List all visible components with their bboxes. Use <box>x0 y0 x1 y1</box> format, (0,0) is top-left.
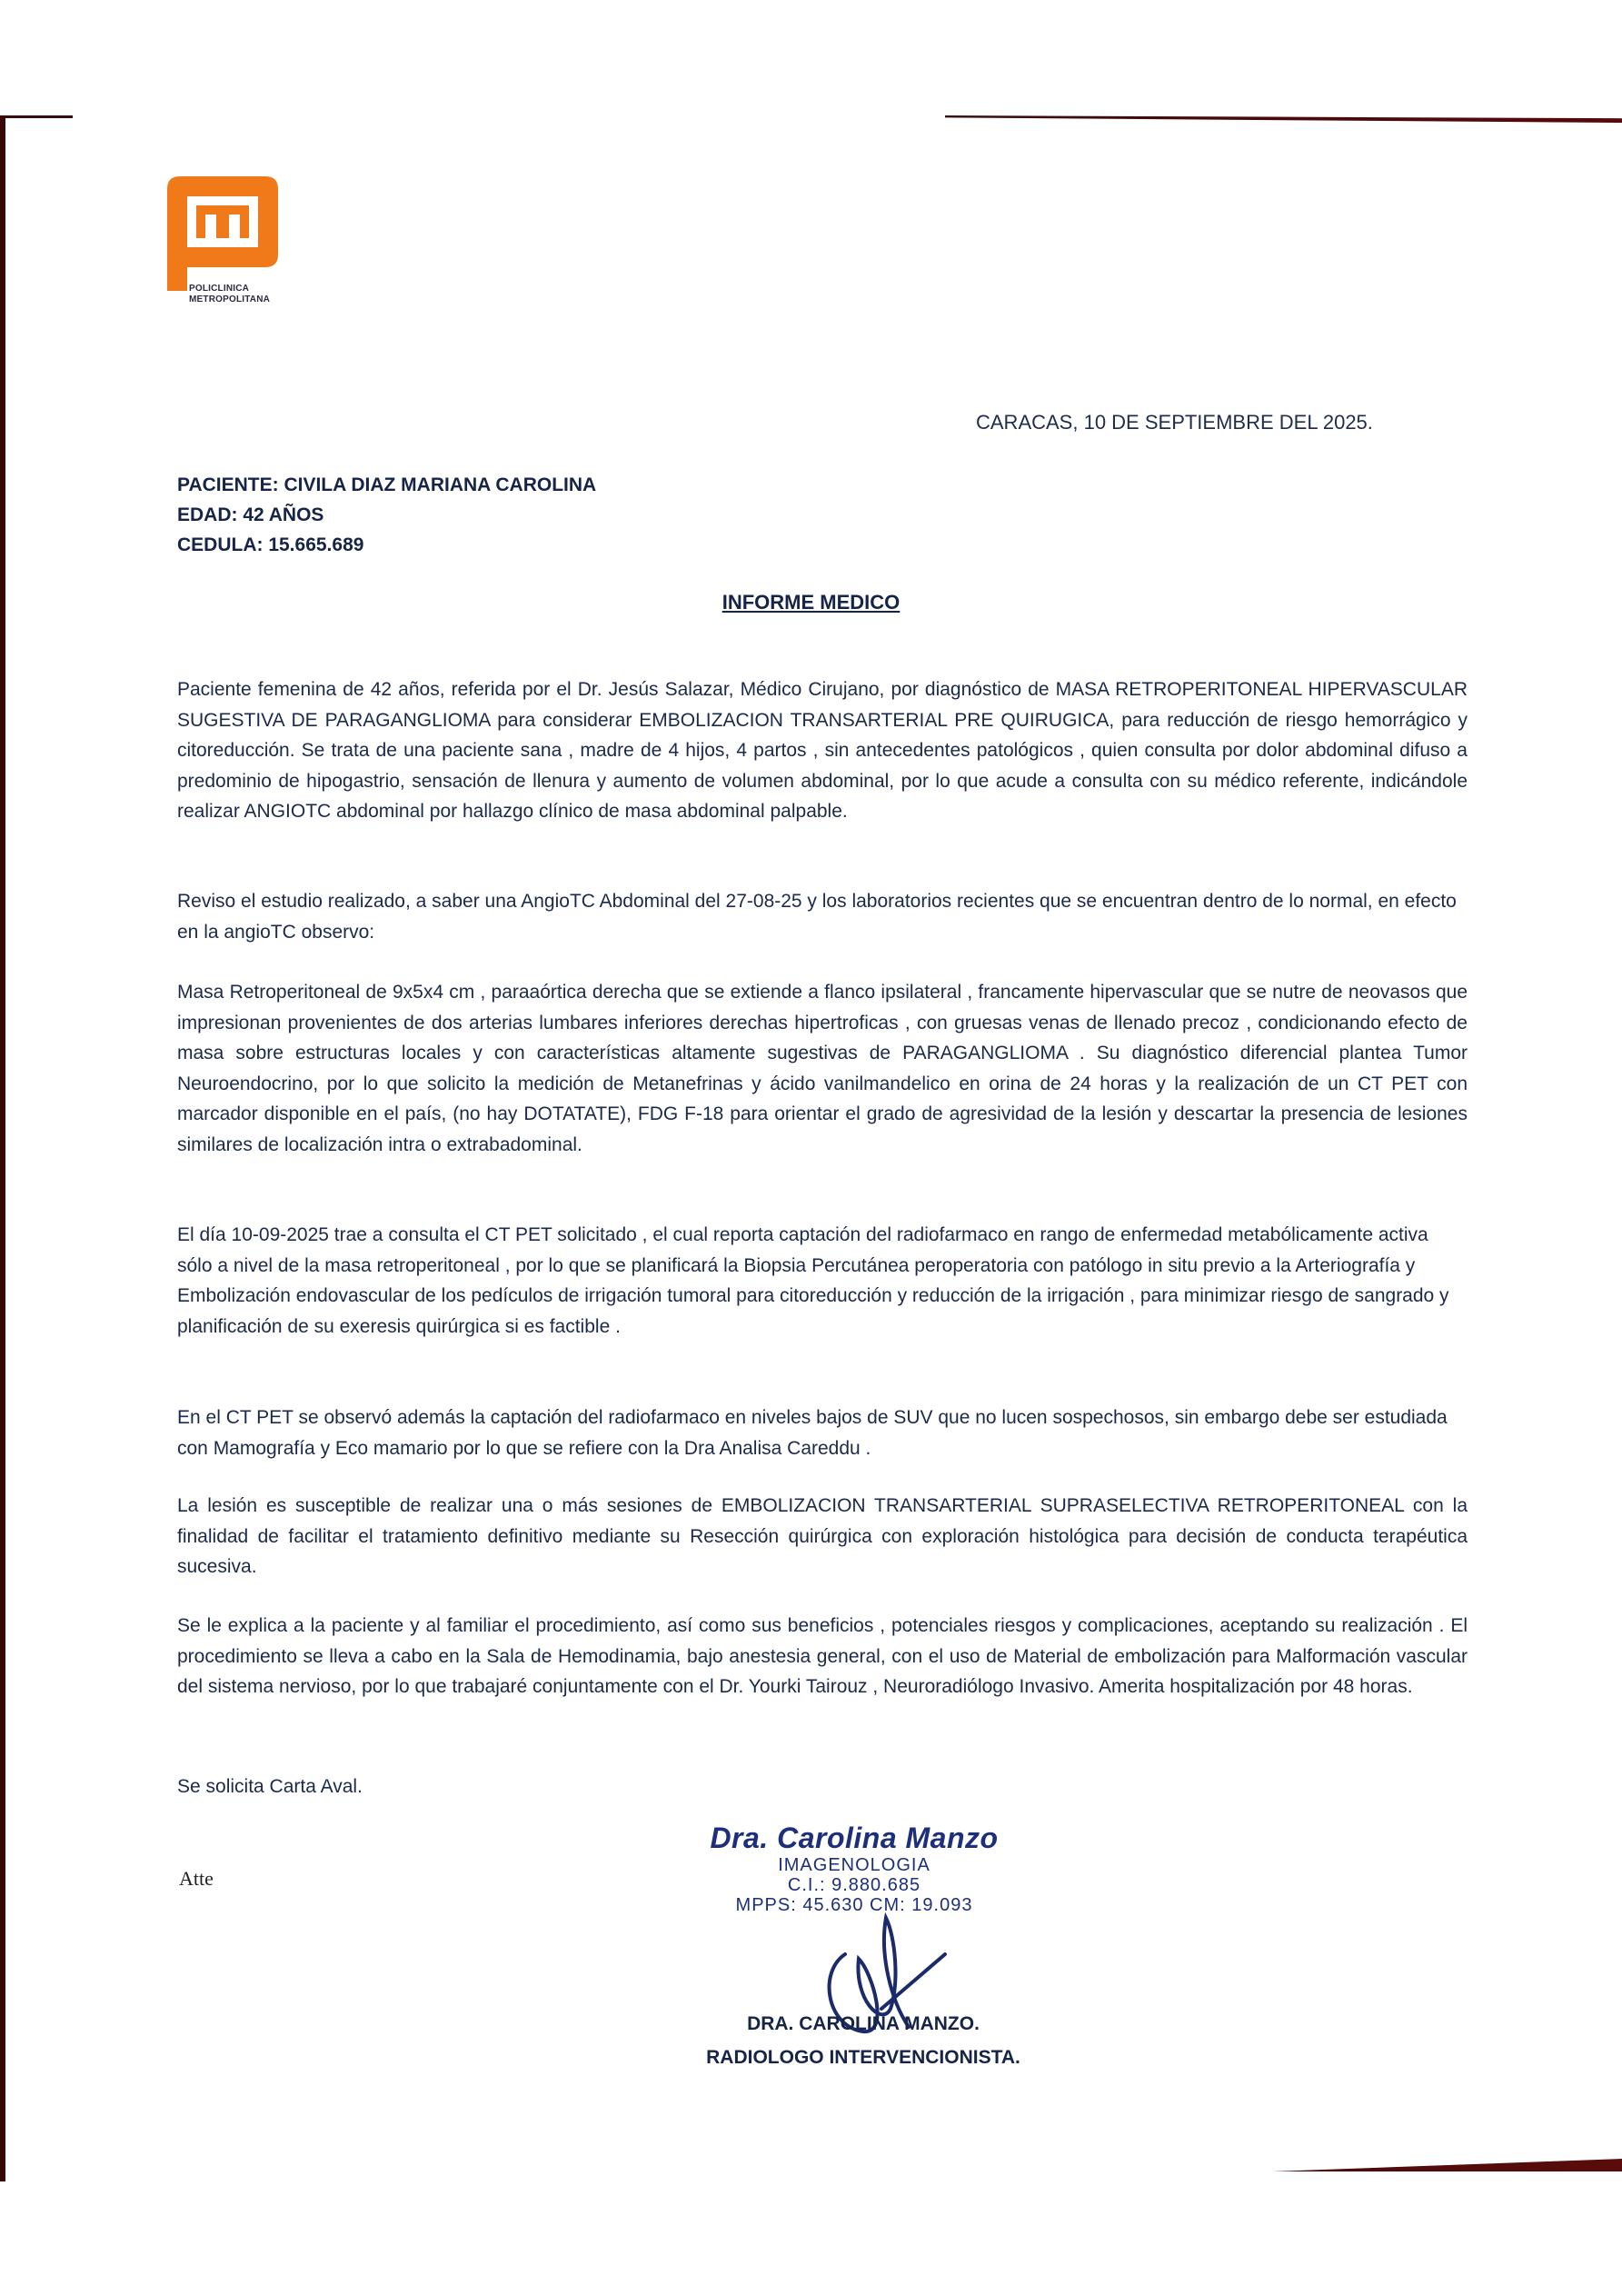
paragraph-study-review: Reviso el estudio realizado, a saber una AngioTC Abdominal del 27-08-25 y los laboratorios recientes que se encuentran dentro de lo normal, en efecto en la angioTC observo: <box>177 891 1457 943</box>
document-title-text: INFORME MEDICO <box>721 591 901 614</box>
scan-edge-bottom <box>1272 2159 1622 2171</box>
paragraph-ct-pet: El día 10-09-2025 trae a consulta el CT PET solicitado , el cual reporta captación del radiofarmaco en rango de enfermedad metabólicamente activa sólo a nivel de la masa retroperitoneal , por lo que se planificará la Biopsia Percutánea peroperatoria con patólogo in situ previo a la Arteriografía y Embolización endovascular de los pedículos de irrigación tumoral para citoreducción y reducción de la irrigación , para minimizar riesgo de sangrado y planificación de su exeresis quirúrgica si es factible . <box>177 1224 1449 1337</box>
patient-id: CEDULA: 15.665.689 <box>177 534 364 555</box>
document-title <box>0 591 1622 614</box>
clinic-name-line2: METROPOLITANA <box>189 294 271 304</box>
clinic-name <box>189 284 270 305</box>
scan-edge-top <box>0 115 1622 121</box>
signer-block <box>636 2007 1090 2074</box>
stamp-ci: C.I.: 9.880.685 <box>787 1875 921 1895</box>
stamp-registry: MPPS: 45.630 CM: 19.093 <box>735 1895 973 1915</box>
closing-request: Se solicita Carta Aval. <box>177 1776 363 1797</box>
signer-role: RADIOLOGO INTERVENCIONISTA. <box>706 2047 1020 2068</box>
patient-age: EDAD: 42 AÑOS <box>177 504 324 525</box>
stamp-specialty: IMAGENOLOGIA <box>778 1855 930 1875</box>
clinic-name-line1: POLICLINICA <box>189 284 250 294</box>
paragraph-findings: Masa Retroperitoneal de 9x5x4 cm , paraaórtica derecha que se extiende a flanco ipsilateral , francamente hipervascular que se nutre de neovasos que impresionan provenientes de dos arterias lumbares inferiores derechas hipertroficas , con gruesas venas de llenado precoz , condicionando efecto de masa sobre estructuras locales y con características altamente sugestivas de PARAGANGLIOMA . Su diagnóstico diferencial plantea Tumor Neuroendocrino, por lo que solicito la medición de Metanefrinas y ácido vanilmandelico en orina de 24 horas y la realización de un CT PET con marcador disponible en el país, (no hay DOTATATE), FDG F-18 para orientar el grado de agresividad de la lesión y descartar la presencia de lesiones similares de localización intra o extrabadominal. <box>177 982 1468 1155</box>
paragraph-history: Paciente femenina de 42 años, referida por el Dr. Jesús Salazar, Médico Cirujano, por diagnóstico de MASA RETROPERITONEAL HIPERVASCULAR SUGESTIVA DE PARAGANGLIOMA para considerar EMBOLIZACION TRANSARTERIAL PRE QUIRUGICA, para reducción de riesgo hemorrágico y citoreducción. Se trata de una paciente sana , madre de 4 hijos, 4 partos , sin antecedentes patológicos , quien consulta por dolor abdominal difuso a predominio de hipogastrio, sensación de llenura y aumento de volumen abdominal, por lo que acude a consulta con su médico referente, indicándole realizar ANGIOTC abdominal por hallazgo clínico de masa abdominal palpable. <box>177 679 1468 822</box>
document-date: CARACAS, 10 DE SEPTIEMBRE DEL 2025. <box>976 411 1373 434</box>
signer-name: DRA. CAROLINA MANZO. <box>747 2013 980 2034</box>
paragraph-procedure: Se le explica a la paciente y al familiar el procedimiento, así como sus beneficios , potenciales riesgos y complicaciones, aceptando su realización . El procedimiento se lleva a cabo en la Sala de Hemodinamia, bajo anestesia general, con el uso de Material de embolización para Malformación vascular del sistema nervioso, por lo que trabajaré conjuntamente con el Dr. Yourki Tairouz , Neuroradiólogo Invasivo. Amerita hospitalización por 48 horas. <box>177 1615 1468 1697</box>
stamp-name: Dra. Carolina Manzo <box>710 1822 999 1854</box>
patient-name: PACIENTE: CIVILA DIAZ MARIANA CAROLINA <box>177 474 597 495</box>
policlinica-metropolitana-logo-icon <box>164 173 282 291</box>
scan-edge-left <box>0 115 5 2181</box>
closing-atte: Atte <box>179 1867 214 1890</box>
patient-info <box>177 470 596 560</box>
paragraph-mammography: En el CT PET se observó además la captación del radiofarmaco en niveles bajos de SUV que no lucen sospechosos, sin embargo debe ser estudiada con Mamografía y Eco mamario por lo que se refiere con la Dra Analisa Careddu . <box>177 1407 1448 1459</box>
paragraph-embolization: La lesión es susceptible de realizar una o más sesiones de EMBOLIZACION TRANSARTERIAL SUPRASELECTIVA RETROPERITONEAL con la finalidad de facilitar el tratamiento definitivo mediante su Resección quirúrgica con exploración histológica para decisión de conducta terapéutica sucesiva. <box>177 1495 1468 1577</box>
